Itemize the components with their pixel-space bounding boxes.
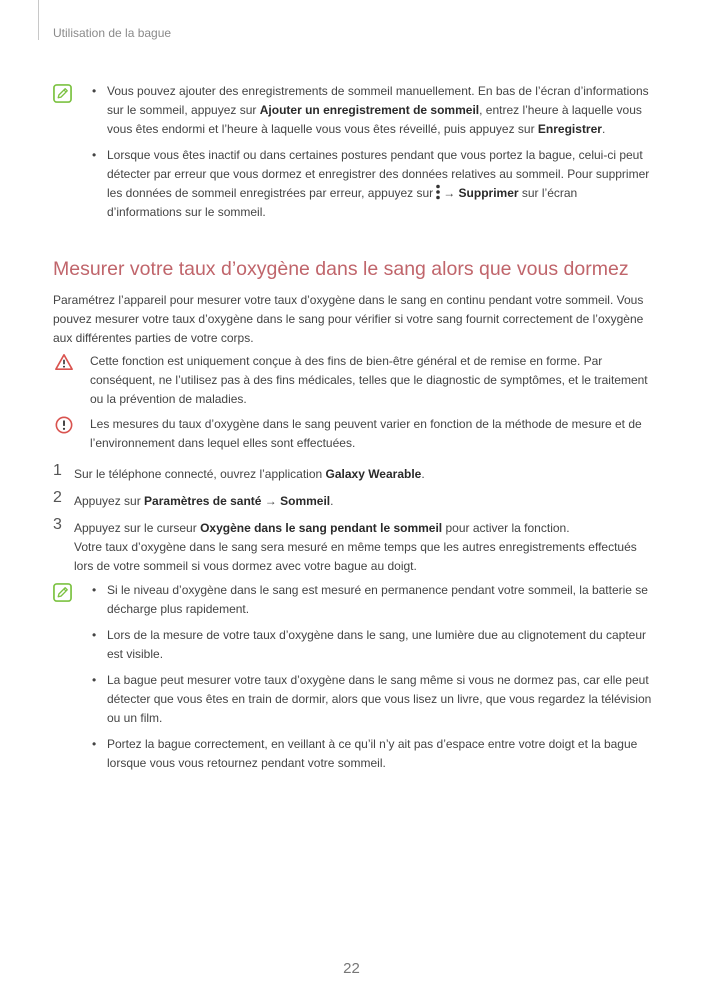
step-text: Appuyez sur Paramètres de santé → Sommeil. — [74, 494, 334, 508]
step-text: Sur le téléphone connecté, ouvrez l’application Galaxy Wearable. — [74, 467, 425, 481]
note-item: • Vous pouvez ajouter des enregistrements de sommeil manuellement. En bas de l’écran d’informations sur le sommeil, appuyez sur Ajouter un enregistrement de sommeil, entrez l’heure à laquelle vous vous êtes endormi et l’heure à laquelle vous vous êtes réveillé, puis appuyez sur Enregistrer. — [89, 82, 653, 139]
intro-paragraph: Paramétrez l’appareil pour mesurer votre taux d’oxygène dans le sang en continu pendant votre sommeil. Vous pouvez mesurer votre taux d’oxygène dans le sang pour vérifier si votre sang fournit correctement de l’oxygène aux différentes parties de votre corps. — [53, 293, 644, 345]
note-list-2 — [89, 581, 653, 780]
add-sleep-record-label: Ajouter un enregistrement de sommeil — [259, 103, 480, 117]
important-text: Les mesures du taux d’oxygène dans le sang peuvent varier en fonction de la méthode de mesure et de l’environnement dans lequel elles sont effectuées. — [90, 417, 642, 450]
step-number: 1 — [53, 462, 62, 479]
caution-text: Cette fonction est uniquement conçue à des fins de bien-être général et de remise en forme. Par conséquent, ne l’utilisez pas à des fins médicales, telles que le diagnostic de symptômes, et le traitement ou la prévention de maladies. — [90, 354, 648, 406]
delete-label: Supprimer — [458, 186, 519, 200]
step-text: Appuyez sur le curseur Oxygène dans le sang pendant le sommeil pour activer la fonction. Votre taux d’oxygène dans le sang sera mesuré en même temps que les autres enregistrements effectués lors de votre sommeil si vous dormez avec votre bague au doigt. — [74, 521, 637, 573]
step-number: 3 — [53, 516, 62, 533]
step-number: 2 — [53, 489, 62, 506]
save-label: Enregistrer — [537, 122, 602, 136]
note-item: • Lors de la mesure de votre taux d’oxygène dans le sang, une lumière due au clignotement du capteur est visible. — [89, 626, 653, 664]
note-list-1 — [89, 82, 653, 229]
warning-triangle-icon — [55, 353, 73, 371]
note-item: • Si le niveau d’oxygène dans le sang est mesuré en permanence pendant votre sommeil, la batterie se décharge plus rapidement. — [89, 581, 653, 619]
page-number: 22 — [343, 960, 360, 977]
note-item: • Portez la bague correctement, en veillant à ce qu’il n’y ait pas d’espace entre votre doigt et la bague lorsque vous vous retournez pendant votre sommeil. — [89, 735, 653, 773]
more-options-icon — [435, 184, 441, 200]
section-heading: Mesurer votre taux d’oxygène dans le sang alors que vous dormez — [53, 258, 629, 280]
header-divider — [38, 0, 39, 40]
exclamation-circle-icon — [55, 416, 73, 434]
note-pencil-icon — [53, 583, 72, 602]
note-item: • La bague peut mesurer votre taux d’oxygène dans le sang même si vous ne dormez pas, car elle peut détecter que vous êtes en train de dormir, alors que vous lisez un livre, que vous regardez la télévision ou un film. — [89, 671, 653, 728]
note-item: • Lorsque vous êtes inactif ou dans certaines postures pendant que vous portez la bague, celui-ci peut détecter par erreur que vous dormez et enregistrer des données relatives au sommeil. Pour supprimer les données de sommeil enregistrées par erreur, appuyez sur → Supprimer sur l’écran d’informations sur le sommeil. — [89, 146, 653, 222]
note-pencil-icon — [53, 84, 72, 103]
page-header-title: Utilisation de la bague — [53, 26, 172, 40]
